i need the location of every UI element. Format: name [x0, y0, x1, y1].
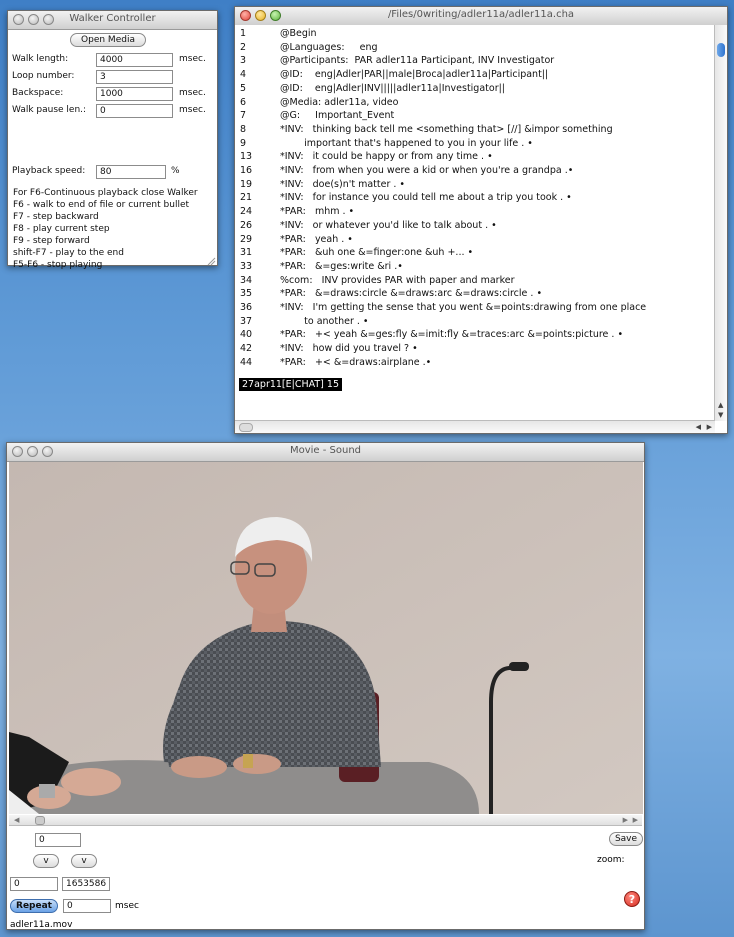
- msec-label: msec: [115, 901, 139, 911]
- line-text: *INV: how did you travel ? •: [280, 343, 418, 355]
- line-number: 1: [240, 28, 247, 39]
- line-text: *INV: thinking back tell me <something that> [//] &impor something: [280, 123, 613, 135]
- line-number: 35: [240, 288, 253, 300]
- walk-length-unit: msec.: [179, 54, 206, 64]
- transcript-line[interactable]: [240, 261, 715, 274]
- transcript-line[interactable]: [240, 124, 715, 137]
- line-text: @ID: eng|Adler|PAR||male|Broca|adler11a|Participant||: [280, 69, 549, 81]
- line-text: *PAR: &=draws:circle &=draws:arc &=draws:circle . •: [280, 288, 543, 300]
- help-line: shift-F7 - play to the end: [13, 248, 124, 258]
- line-text: *PAR: +< yeah &=ges:fly &=imit:fly &=traces:arc &=points:picture . •: [280, 329, 624, 341]
- transcript-line[interactable]: [240, 220, 715, 233]
- transcript-line[interactable]: [240, 55, 715, 68]
- vertical-scrollbar[interactable]: [714, 25, 727, 421]
- transcript-line[interactable]: [240, 329, 715, 342]
- zoom-label: zoom:: [597, 855, 625, 865]
- help-icon[interactable]: ?: [624, 891, 640, 907]
- walk-length-field[interactable]: 4000: [96, 53, 173, 67]
- down-button[interactable]: v: [71, 854, 97, 868]
- line-text: @ID: eng|Adler|INV|||||adler11a|Investigator||: [280, 82, 506, 94]
- playback-speed-field[interactable]: 80: [96, 165, 166, 179]
- transcript-line[interactable]: [240, 69, 715, 82]
- horizontal-scrollbar[interactable]: [235, 420, 715, 433]
- line-text: *PAR: yeah . •: [280, 233, 353, 245]
- transcript-line[interactable]: [240, 343, 715, 356]
- movie-controls: [7, 815, 644, 929]
- help-line: F8 - play current step: [13, 224, 110, 234]
- line-number: 36: [240, 302, 253, 313]
- end-time-field[interactable]: 1653586: [62, 877, 110, 891]
- line-number: 2: [240, 41, 247, 53]
- video-frame[interactable]: [9, 462, 643, 814]
- line-text: *PAR: +< &=draws:airplane .•: [280, 356, 432, 368]
- timeline-end-icon[interactable]: ▶: [632, 816, 638, 824]
- transcript-line[interactable]: [240, 42, 715, 55]
- line-text: @Begin: [280, 28, 317, 39]
- help-line: F9 - step forward: [13, 236, 90, 246]
- transcript-titlebar[interactable]: [235, 7, 727, 26]
- line-number: 6: [240, 96, 247, 108]
- line-number: 8: [240, 123, 247, 135]
- line-text: *INV: it could be happy or from any time . •: [280, 151, 493, 163]
- transcript-line[interactable]: [240, 206, 715, 219]
- playback-speed-unit: %: [171, 166, 180, 176]
- line-text: @Media: adler11a, video: [280, 96, 399, 108]
- line-number: 7: [240, 110, 247, 122]
- transcript-window: [234, 6, 728, 434]
- line-number: 19: [240, 178, 253, 190]
- movie-titlebar[interactable]: [7, 443, 644, 462]
- scroll-right-icon[interactable]: ▶: [706, 423, 712, 431]
- line-number: 13: [240, 151, 253, 163]
- walker-controller-window: [7, 10, 218, 270]
- transcript-line[interactable]: [240, 302, 715, 315]
- h-scroll-thumb[interactable]: [239, 423, 253, 432]
- video-scene: [9, 462, 643, 814]
- timeline-left-icon[interactable]: ◀: [14, 816, 20, 824]
- start-time-field[interactable]: 0: [10, 877, 58, 891]
- scroll-left-icon[interactable]: ◀: [695, 423, 701, 431]
- help-line: For F6-Continuous playback close Walker: [13, 188, 198, 198]
- line-number: 24: [240, 206, 253, 218]
- transcript-line[interactable]: [240, 234, 715, 247]
- line-number: 33: [240, 260, 253, 272]
- repeat-button[interactable]: Repeat: [10, 899, 58, 913]
- line-number: 40: [240, 329, 253, 341]
- transcript-line[interactable]: [240, 151, 715, 164]
- down-button[interactable]: v: [33, 854, 59, 868]
- transcript-line[interactable]: [240, 275, 715, 288]
- open-media-button[interactable]: Open Media: [70, 33, 146, 47]
- backspace-label: Backspace:: [12, 88, 64, 98]
- window-title: Movie - Sound: [289, 445, 362, 456]
- line-number: 42: [240, 343, 253, 355]
- line-number: 44: [240, 356, 253, 368]
- backspace-field[interactable]: 1000: [96, 87, 173, 101]
- window-title: Walker Controller: [69, 13, 156, 24]
- line-text: important that's happened to you in your life . •: [280, 137, 533, 149]
- help-line: F7 - step backward: [13, 212, 99, 222]
- line-number: 3: [240, 55, 247, 67]
- transcript-line[interactable]: [240, 288, 715, 301]
- help-line: F6 - walk to end of file or current bullet: [13, 200, 190, 210]
- playback-speed-label: Playback speed:: [12, 166, 86, 176]
- line-number: 9: [240, 137, 247, 149]
- loop-number-field[interactable]: 3: [96, 70, 173, 84]
- transcript-line[interactable]: [240, 179, 715, 192]
- line-text: *PAR: &uh one &=finger:one &uh +... •: [280, 247, 474, 259]
- walk-length-label: Walk length:: [12, 54, 69, 64]
- scroll-down-icon[interactable]: ▼: [718, 411, 724, 419]
- position-field[interactable]: 0: [35, 833, 81, 847]
- backspace-unit: msec.: [179, 88, 206, 98]
- line-number: 34: [240, 274, 253, 286]
- movie-timeline[interactable]: [9, 815, 642, 826]
- movie-window: [6, 442, 645, 930]
- movie-filename: adler11a.mov: [10, 920, 73, 930]
- line-number: 16: [240, 165, 253, 176]
- walk-pause-field[interactable]: 0: [96, 104, 173, 118]
- help-line: F5-F6 - stop playing: [13, 260, 103, 270]
- resize-grip-icon[interactable]: [206, 256, 216, 266]
- scroll-thumb[interactable]: [717, 43, 725, 57]
- line-text: @Participants: PAR adler11a Participant, INV Investigator: [280, 55, 555, 67]
- transcript-line[interactable]: [240, 316, 715, 329]
- walker-titlebar[interactable]: [8, 11, 217, 30]
- line-text: *INV: doe(s)n't matter . •: [280, 178, 406, 190]
- save-button[interactable]: Save: [609, 832, 643, 846]
- transcript-line[interactable]: [240, 247, 715, 260]
- line-number: 26: [240, 219, 253, 231]
- line-text: @G: Important_Event: [280, 110, 395, 122]
- line-text: *INV: for instance you could tell me about a trip you took . •: [280, 192, 572, 204]
- repeat-field[interactable]: 0: [63, 899, 111, 913]
- line-text: %com: INV provides PAR with paper and marker: [280, 274, 515, 286]
- line-number: 29: [240, 233, 253, 245]
- walk-pause-unit: msec.: [179, 105, 206, 115]
- line-text: @Languages: eng: [280, 41, 378, 53]
- transcript-line[interactable]: [240, 28, 715, 41]
- line-text: *PAR: &=ges:write &ri .•: [280, 260, 403, 272]
- timeline-thumb[interactable]: [35, 816, 45, 825]
- transcript-line[interactable]: [240, 97, 715, 110]
- window-title: /Files/0writing/adler11a/adler11a.cha: [387, 9, 575, 20]
- transcript-line[interactable]: [240, 192, 715, 205]
- transcript-line[interactable]: [240, 357, 715, 370]
- timeline-right-icon[interactable]: ▶: [622, 816, 628, 824]
- line-text: *INV: I'm getting the sense that you went &=points:drawing from one place: [280, 302, 647, 313]
- line-text: *PAR: mhm . •: [280, 206, 355, 218]
- loop-number-label: Loop number:: [12, 71, 75, 81]
- status-line: 27apr11[E|CHAT] 15: [239, 378, 342, 391]
- line-number: 37: [240, 315, 253, 327]
- line-number: 5: [240, 82, 247, 94]
- line-number: 21: [240, 192, 253, 204]
- walk-pause-label: Walk pause len.:: [12, 105, 87, 115]
- transcript-text-area[interactable]: [235, 25, 715, 421]
- transcript-line[interactable]: [240, 83, 715, 96]
- scroll-up-icon[interactable]: ▲: [718, 401, 724, 409]
- transcript-line[interactable]: [240, 165, 715, 178]
- line-text: to another . •: [280, 315, 369, 327]
- transcript-line[interactable]: [240, 110, 715, 123]
- line-text: *INV: from when you were a kid or when you're a grandpa .•: [280, 165, 574, 176]
- line-number: 31: [240, 247, 253, 259]
- line-text: *INV: or whatever you'd like to talk about . •: [280, 219, 497, 231]
- line-number: 4: [240, 69, 247, 81]
- transcript-line[interactable]: [240, 138, 715, 151]
